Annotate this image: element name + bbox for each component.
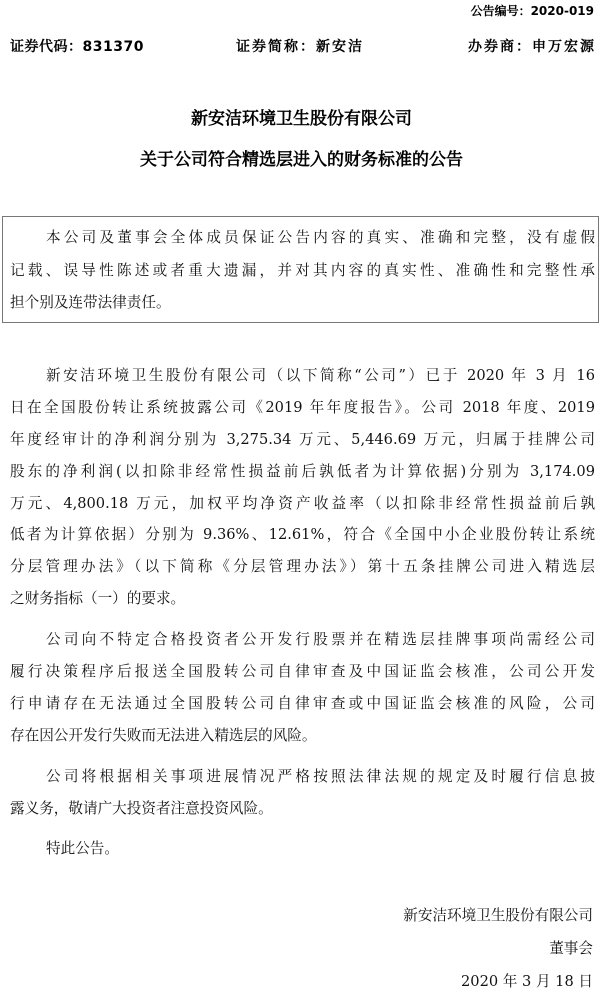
signature-board: 董事会 bbox=[549, 940, 593, 957]
paragraph-line: 新安洁环境卫生股份有限公司（以下简称“公司”）已于 2020 年 3 月 16 bbox=[46, 367, 595, 384]
security-code: 证券代码：831370 bbox=[10, 39, 144, 55]
security-abbreviation: 证券简称：新安洁 bbox=[236, 39, 364, 55]
announcement-subject: 关于公司符合精选层进入的财务标准的公告 bbox=[140, 150, 463, 170]
signature-date: 2020 年 3 月 18 日 bbox=[461, 973, 593, 990]
paragraph-line: 股东的净利润(以扣除非经常性损益前后孰低者为计算依据)分别为 3,174.09 bbox=[10, 463, 595, 480]
paragraph-line: 履行决策程序后报送全国股转公司自律审查及中国证监会核准，公司公开发 bbox=[10, 663, 595, 680]
disclaimer-line: 记载、误导性陈述或者重大遗漏，并对其内容的真实性、准确性和完整性承 bbox=[10, 262, 595, 279]
broker: 办券商：申万宏源 bbox=[468, 39, 596, 55]
paragraph-line: 万元、4,800.18 万元，加权平均净资产收益率（以扣除非经常性损益前后孰 bbox=[10, 495, 595, 512]
company-title: 新安洁环境卫生股份有限公司 bbox=[191, 109, 412, 129]
paragraph-line: 低者为计算依据）分别为 9.36%、12.61%，符合《全国中小企业股份转让系统 bbox=[10, 526, 595, 543]
signature-company: 新安洁环境卫生股份有限公司 bbox=[403, 907, 593, 924]
announcement-number: 公告编号：2020-019 bbox=[470, 4, 594, 18]
closing-text: 特此公告。 bbox=[46, 840, 119, 857]
paragraph-line: 行申请存在无法通过全国股转公司自律审查或中国证监会核准的风险，公司 bbox=[10, 695, 595, 712]
paragraph-line: 日在全国股份转让系统披露公司《2019 年年度报告》。公司 2018 年度、2019 bbox=[10, 399, 595, 416]
paragraph-line: 分层管理办法》（以下简称《分层管理办法》）第十五条挂牌公司进入精选层 bbox=[10, 558, 595, 575]
paragraph-line: 露义务，敬请广大投资者注意投资风险。 bbox=[10, 800, 273, 817]
paragraph-line: 之财务指标（一）的要求。 bbox=[10, 590, 186, 607]
paragraph-line: 存在因公开发行失败而无法进入精选层的风险。 bbox=[10, 727, 317, 744]
paragraph-line: 公司将根据相关事项进展情况严格按照法律法规的规定及时履行信息披 bbox=[46, 768, 595, 785]
paragraph-line: 年度经审计的净利润分别为 3,275.34 万元、5,446.69 万元，归属于挂牌公司 bbox=[10, 431, 595, 448]
paragraph-line: 公司向不特定合格投资者公开发行股票并在精选层挂牌事项尚需经公司 bbox=[46, 631, 595, 648]
disclaimer-line: 担个别及连带法律责任。 bbox=[10, 294, 171, 311]
disclaimer-line: 本公司及董事会全体成员保证公告内容的真实、准确和完整，没有虚假 bbox=[46, 229, 595, 246]
